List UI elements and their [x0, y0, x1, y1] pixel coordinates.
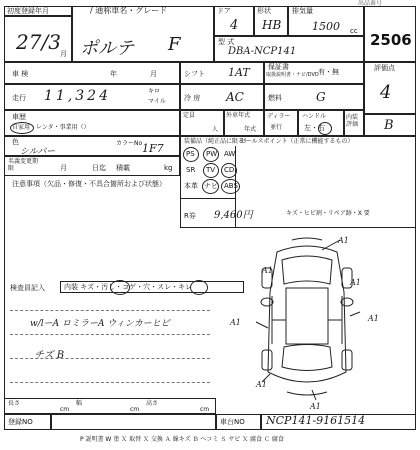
fuel-label: 燃料	[268, 94, 282, 102]
door-value: 4	[230, 18, 239, 33]
car-body-outline	[268, 246, 346, 382]
shift-value: 1AT	[228, 66, 250, 79]
dealer-sub: 並行	[270, 124, 283, 131]
car-diagram	[232, 232, 382, 402]
equip-tv: TV	[206, 166, 216, 174]
equip-leather: 本革	[184, 182, 198, 190]
shaken-month-label: 月	[150, 70, 157, 78]
height-label: 高さ	[146, 400, 159, 407]
interior-value: B	[384, 118, 394, 133]
equip-navi: ナビ	[204, 182, 218, 190]
mark-line-right	[350, 312, 360, 316]
first-reg-label: 初度登録年月	[7, 7, 49, 15]
reg-no-label: 登録NO	[8, 418, 33, 426]
mirror-left	[261, 298, 273, 306]
mileage-value: 11,324	[44, 88, 111, 104]
katashiki-label: 型 式	[218, 38, 235, 46]
note-line-2	[10, 334, 210, 335]
shaken-label: 車 検	[12, 70, 29, 78]
grade: F	[168, 34, 181, 55]
car-roof	[286, 288, 328, 344]
equip-ps-circle	[183, 147, 199, 162]
color-label: 色	[12, 138, 19, 146]
history-circle-mark	[10, 122, 34, 134]
note-line-4	[10, 382, 210, 383]
first-reg-value: 27/3	[16, 30, 61, 54]
reg-no-box	[4, 414, 216, 430]
diagram-mark-front-left: A1	[262, 266, 273, 275]
equip-abs-circle	[221, 179, 240, 194]
diagram-mark-rear: A1	[310, 402, 321, 411]
aircon-label: 冷 房	[184, 94, 201, 102]
equip-pw-circle	[203, 147, 219, 162]
import-unit: 年式	[244, 126, 257, 133]
inspector-legend: 内装 キズ・汚し・コゲ・穴・スレ・キレ	[64, 283, 193, 291]
history-label: 車歴	[12, 113, 26, 121]
handle-label: ハンドル	[302, 113, 327, 120]
first-reg-month-suffix: 月	[60, 50, 67, 58]
diagram-mark-rear-left: A1	[256, 380, 267, 389]
diagram-mark-front: A1	[338, 236, 349, 245]
displacement-label: 排気量	[292, 7, 313, 15]
car-name: ポルテ	[80, 38, 134, 59]
mileage-label: 走行	[12, 94, 26, 102]
warranty-label: 保証書	[268, 63, 289, 71]
legend-circle-1	[110, 280, 130, 295]
door-label: ドア	[217, 7, 231, 15]
shape-value: HB	[262, 18, 282, 32]
color-code-label: カラーNo	[116, 140, 143, 147]
aircon-value: AC	[226, 90, 244, 104]
load-unit: kg	[164, 164, 173, 172]
height-unit: cm	[200, 406, 210, 413]
car-rear-window	[282, 345, 332, 371]
shift-label: シフト	[184, 70, 205, 78]
dimensions-box	[4, 398, 216, 414]
import-label: 外車年式	[226, 112, 251, 119]
rear-bumper	[287, 392, 327, 395]
equip-navi-circle	[202, 179, 219, 194]
katashiki-value: DBA-NCP141	[228, 46, 297, 57]
equip-pw: PW	[206, 150, 218, 158]
r-ticket-value: 9,460円	[214, 210, 253, 221]
name-change-day: 日迄	[92, 164, 106, 172]
note-line-1	[10, 310, 210, 311]
sales-point-label: セールスポイント（正常に機能するもの）	[240, 138, 354, 145]
interior-label: 内装評価	[346, 114, 359, 128]
chassis-divider	[260, 414, 262, 430]
top-corner-text: 出品番号	[358, 0, 383, 7]
chassis-value: NCP141-9161514	[266, 414, 366, 427]
bottom-legend: P 説明書 W 塗 Ｘ 取替 Ｘ 交換 Ａ 線キズ Ｂ ヘコミ Ｓ サビ Ｘ 腐食 Ｃ 腐食	[80, 436, 284, 443]
warranty-value: 有・無	[318, 68, 339, 76]
load-label: 積載	[116, 164, 130, 172]
diagram-mark-right: A1	[368, 314, 379, 323]
capacity-unit: 人	[212, 126, 219, 133]
inspector-note-2: チズ B	[34, 350, 65, 361]
name-change-label: 名義変更期限	[8, 158, 39, 172]
length-label: 長さ	[8, 400, 21, 407]
lot-number: 2506	[370, 31, 412, 49]
capacity-label: 定員	[183, 112, 196, 119]
width-unit: cm	[130, 406, 140, 413]
displacement-value: 1500	[312, 20, 340, 33]
equip-cd-circle	[221, 163, 237, 178]
legend-circle-2	[190, 280, 208, 295]
handle-circle-mark	[318, 122, 332, 135]
equip-aw: AW	[224, 150, 236, 158]
wheel-rear-left	[262, 350, 272, 370]
mirror-right	[341, 298, 353, 306]
equip-ps: PS	[186, 150, 195, 158]
displacement-unit: cc	[350, 27, 358, 35]
fuel-value: G	[316, 90, 326, 104]
equip-abs: ABS	[224, 182, 238, 190]
inspector-note-1: w/lーA ロミラーA ウィンカーヒビ	[30, 319, 170, 329]
score-value: 4	[380, 82, 392, 103]
mark-line-left	[256, 322, 268, 328]
color-value: シルバー	[20, 147, 56, 157]
name-change-month: 月	[60, 164, 67, 172]
notes-label: 注意事項（欠品・修復・不具合箇所および状態）	[12, 180, 166, 188]
inspector-label: 検査員記入	[10, 284, 45, 292]
width-label: 幅	[76, 400, 83, 407]
equip-sr: SR	[186, 166, 196, 174]
front-bumper	[292, 238, 322, 240]
score-label: 評価点	[374, 64, 395, 72]
equip-tv-circle	[203, 163, 219, 178]
r-ticket-label: R券	[184, 212, 196, 220]
equip-cd: CD	[224, 166, 235, 174]
equipment-label: 装備品（純正品に限る）	[184, 138, 251, 145]
length-unit: cm	[60, 406, 70, 413]
history-options: 自家用・レンタ・事業用（）	[12, 124, 90, 131]
color-code-value: 1F7	[142, 142, 164, 155]
mileage-unit-mile: マイル	[148, 98, 166, 105]
handle-value: 左・右	[304, 124, 325, 132]
diagram-mark-front-right: A1	[350, 278, 361, 287]
warranty-sub: 取扱説明書・ナビ/DVD	[266, 72, 319, 78]
sales-point-value: キズ・ヒビ割・リペア跡・X 要	[286, 210, 370, 217]
chassis-label: 車台NO	[220, 418, 245, 426]
reg-no-divider	[50, 414, 52, 430]
shape-label: 形状	[257, 7, 271, 15]
mileage-unit-km: キロ	[148, 88, 161, 95]
car-windshield	[282, 256, 332, 284]
dealer-label: ディラー	[267, 113, 291, 120]
wheel-rear-right	[342, 350, 352, 370]
car-name-header: / 通称車名・グレード	[90, 6, 168, 15]
diagram-mark-left: A1	[230, 318, 241, 327]
shaken-year-label: 年	[110, 70, 117, 78]
